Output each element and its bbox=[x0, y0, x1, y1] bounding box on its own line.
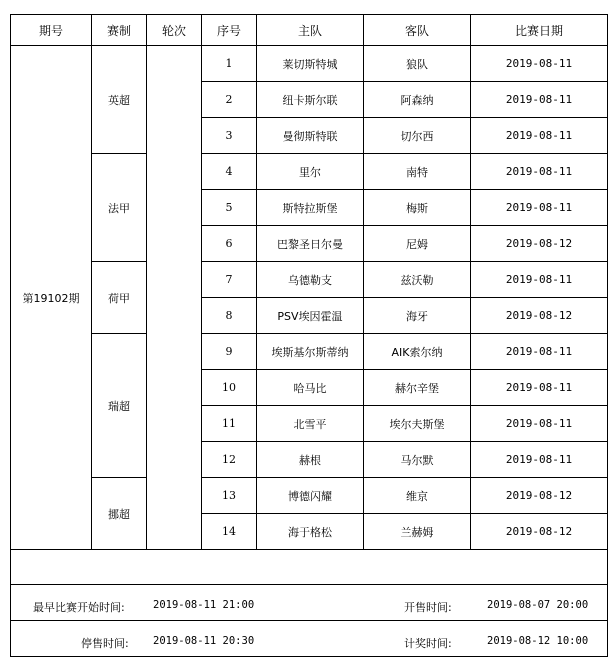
match-date-cell: 2019-08-11 bbox=[471, 406, 608, 442]
info-cell-1 bbox=[11, 585, 608, 621]
league-cell-allsvenskan: 瑞超 bbox=[92, 334, 147, 478]
away-team-cell: 切尔西 bbox=[364, 118, 471, 154]
home-team-cell: PSV埃因霍温 bbox=[257, 298, 364, 334]
period-cell: 第19102期 bbox=[11, 46, 92, 550]
schedule-sheet bbox=[10, 14, 608, 657]
away-team-cell: 梅斯 bbox=[364, 190, 471, 226]
blank-row bbox=[11, 550, 608, 585]
sale-open-value: 2019-08-07 20:00 bbox=[487, 599, 589, 611]
away-team-cell: 南特 bbox=[364, 154, 471, 190]
match-date-cell: 2019-08-11 bbox=[471, 190, 608, 226]
seq-cell: 5 bbox=[202, 190, 257, 226]
home-team-cell: 博德闪耀 bbox=[257, 478, 364, 514]
seq-cell: 6 bbox=[202, 226, 257, 262]
league-cell-ligue1: 法甲 bbox=[92, 154, 147, 262]
match-schedule-table bbox=[10, 14, 608, 657]
table-row bbox=[11, 154, 608, 190]
sale-open-label: 开售时间: bbox=[404, 601, 452, 614]
away-team-cell: 兹沃勒 bbox=[364, 262, 471, 298]
header-home-team: 主队 bbox=[257, 15, 364, 46]
home-team-cell: 乌德勒支 bbox=[257, 262, 364, 298]
away-team-cell: 维京 bbox=[364, 478, 471, 514]
away-team-cell: 尼姆 bbox=[364, 226, 471, 262]
home-team-cell: 哈马比 bbox=[257, 370, 364, 406]
earliest-start-value: 2019-08-11 21:00 bbox=[153, 599, 255, 611]
match-date-cell: 2019-08-11 bbox=[471, 118, 608, 154]
seq-cell: 3 bbox=[202, 118, 257, 154]
prize-calc-value: 2019-08-12 10:00 bbox=[487, 635, 589, 647]
header-match-date: 比赛日期 bbox=[471, 15, 608, 46]
seq-cell: 1 bbox=[202, 46, 257, 82]
away-team-cell: AIK索尔纳 bbox=[364, 334, 471, 370]
seq-cell: 10 bbox=[202, 370, 257, 406]
info-row-2 bbox=[11, 621, 608, 657]
home-team-cell: 海于格松 bbox=[257, 514, 364, 550]
home-team-cell: 赫根 bbox=[257, 442, 364, 478]
away-team-cell: 狼队 bbox=[364, 46, 471, 82]
seq-cell: 13 bbox=[202, 478, 257, 514]
blank-cell bbox=[11, 550, 608, 585]
seq-cell: 14 bbox=[202, 514, 257, 550]
seq-cell: 12 bbox=[202, 442, 257, 478]
match-date-cell: 2019-08-11 bbox=[471, 154, 608, 190]
seq-cell: 8 bbox=[202, 298, 257, 334]
home-team-cell: 埃斯基尔斯蒂纳 bbox=[257, 334, 364, 370]
home-team-cell: 斯特拉斯堡 bbox=[257, 190, 364, 226]
seq-cell: 11 bbox=[202, 406, 257, 442]
home-team-cell: 曼彻斯特联 bbox=[257, 118, 364, 154]
away-team-cell: 赫尔辛堡 bbox=[364, 370, 471, 406]
home-team-cell: 纽卡斯尔联 bbox=[257, 82, 364, 118]
seq-cell: 4 bbox=[202, 154, 257, 190]
home-team-cell: 巴黎圣日尔曼 bbox=[257, 226, 364, 262]
round-cell bbox=[147, 46, 202, 550]
seq-cell: 2 bbox=[202, 82, 257, 118]
away-team-cell: 马尔默 bbox=[364, 442, 471, 478]
away-team-cell: 海牙 bbox=[364, 298, 471, 334]
match-date-cell: 2019-08-11 bbox=[471, 262, 608, 298]
away-team-cell: 兰赫姆 bbox=[364, 514, 471, 550]
header-round: 轮次 bbox=[147, 15, 202, 46]
league-cell-eredivisie: 荷甲 bbox=[92, 262, 147, 334]
seq-cell: 7 bbox=[202, 262, 257, 298]
match-date-cell: 2019-08-12 bbox=[471, 514, 608, 550]
table-row bbox=[11, 46, 608, 82]
header-away-team: 客队 bbox=[364, 15, 471, 46]
home-team-cell: 里尔 bbox=[257, 154, 364, 190]
info-row-1 bbox=[11, 585, 608, 621]
match-date-cell: 2019-08-11 bbox=[471, 334, 608, 370]
league-cell-epl: 英超 bbox=[92, 46, 147, 154]
league-cell-eliteserien: 挪超 bbox=[92, 478, 147, 550]
header-league: 赛制 bbox=[92, 15, 147, 46]
header-seq: 序号 bbox=[202, 15, 257, 46]
match-date-cell: 2019-08-11 bbox=[471, 82, 608, 118]
header-row bbox=[11, 15, 608, 46]
table-row bbox=[11, 262, 608, 298]
away-team-cell: 阿森纳 bbox=[364, 82, 471, 118]
sale-close-label: 停售时间: bbox=[81, 637, 129, 650]
away-team-cell: 埃尔夫斯堡 bbox=[364, 406, 471, 442]
seq-cell: 9 bbox=[202, 334, 257, 370]
home-team-cell: 莱切斯特城 bbox=[257, 46, 364, 82]
home-team-cell: 北雪平 bbox=[257, 406, 364, 442]
sale-close-value: 2019-08-11 20:30 bbox=[153, 635, 255, 647]
match-date-cell: 2019-08-11 bbox=[471, 370, 608, 406]
table-row bbox=[11, 478, 608, 514]
info-cell-2 bbox=[11, 621, 608, 657]
prize-calc-label: 计奖时间: bbox=[404, 637, 452, 650]
match-date-cell: 2019-08-11 bbox=[471, 442, 608, 478]
earliest-start-label: 最早比赛开始时间: bbox=[33, 601, 125, 614]
match-date-cell: 2019-08-12 bbox=[471, 478, 608, 514]
table-row bbox=[11, 334, 608, 370]
match-date-cell: 2019-08-12 bbox=[471, 298, 608, 334]
match-date-cell: 2019-08-11 bbox=[471, 46, 608, 82]
header-period: 期号 bbox=[11, 15, 92, 46]
match-date-cell: 2019-08-12 bbox=[471, 226, 608, 262]
